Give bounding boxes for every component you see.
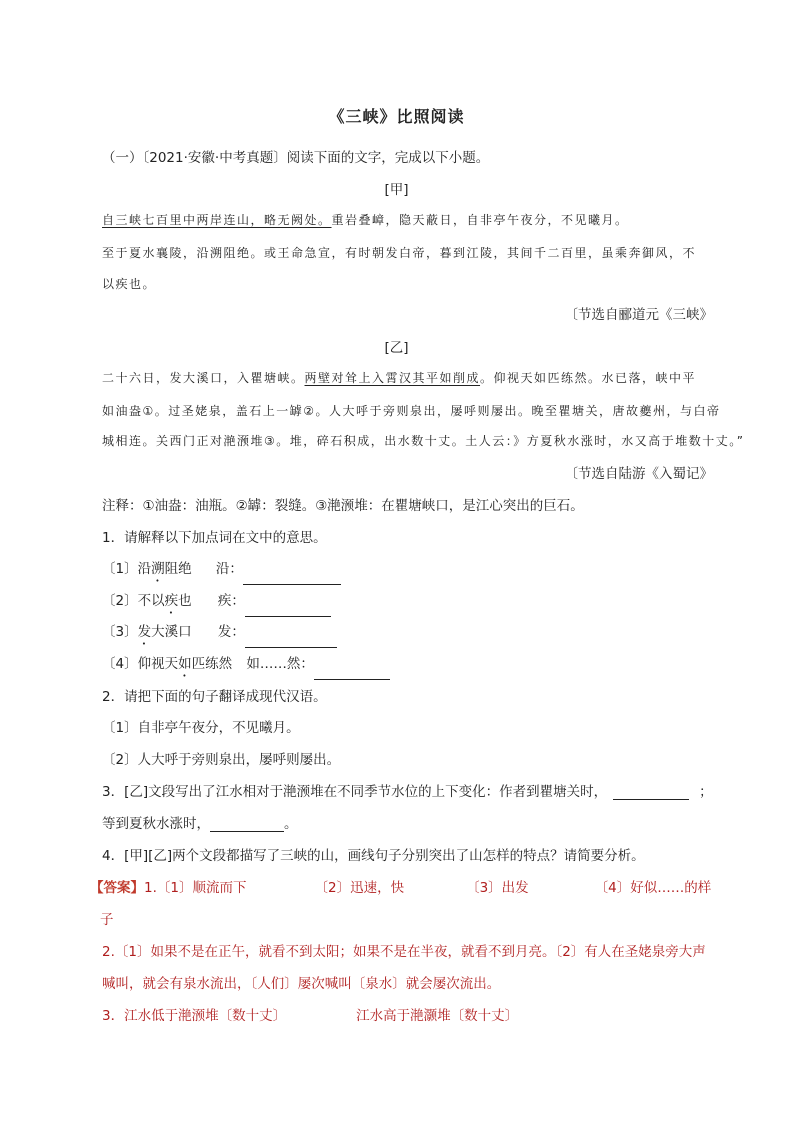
- answer-2-line-1: 2.〔1〕如果不是在正午，就看不到太阳；如果不是在半夜，就看不到月亮。〔2〕有人在圣姥泉旁大声: [102, 944, 706, 960]
- q1-item-word: 发：: [217, 624, 245, 640]
- q1-item-pre: 不以: [137, 593, 165, 609]
- answer-blank[interactable]: [245, 633, 337, 648]
- q1-item-number: 〔2〕: [102, 593, 138, 609]
- q3-text: 等到夏秋水涨时，: [102, 816, 210, 832]
- yi-l1-post: 。仰视天如匹练然。水已落，峡中平: [480, 371, 697, 385]
- q3-text: 3．[乙]文段写出了江水相对于滟滪堆在不同季节水位的上下变化：作者到瞿塘关时，: [102, 784, 608, 800]
- notes-line: 注释：①油盎：油瓶。②罅：裂缝。③滟滪堆：在瞿塘峡口，是江心突出的巨石。: [102, 498, 584, 514]
- q4-stem: 4．[甲][乙]两个文段都描写了三峡的山，画线句子分别突出了山怎样的特点？请简要分析。: [102, 848, 645, 864]
- answer-blank[interactable]: [243, 570, 341, 585]
- q1-item-number: 〔4〕: [102, 656, 138, 672]
- q3-punct: ；: [699, 784, 713, 800]
- answer-3: [102, 1004, 518, 1024]
- answer-blank[interactable]: [613, 785, 689, 800]
- q2-sentence-1: 〔1〕自非亭午夜分，不见曦月。: [102, 720, 300, 736]
- answer-3-2: 江水高于滟灏堆〔数十丈〕: [356, 1008, 519, 1024]
- yi-line-2: 如油盎①。过圣姥泉，盖石上一罅②。人大呼于旁则泉出，屡呼则屡出。晚至瞿塘关，唐故夔州，与白帝: [102, 404, 721, 418]
- q2-sentence-2: 〔2〕人大呼于旁则泉出，屡呼则屡出。: [102, 752, 341, 768]
- q1-item-pre: 沿: [137, 561, 152, 577]
- jia-paragraph-2a: 至于夏水襄陵，沿溯阻绝。或王命急宣，有时朝发白帝，暮到江陵，其间千二百里，虽乘奔御风，不: [102, 246, 697, 260]
- q1-stem: 1．请解释以下加点词在文中的意思。: [102, 530, 327, 546]
- jia-source: 〔节选自郦道元《三峡》: [564, 307, 713, 323]
- q1-dotted-word: 溯: [151, 561, 165, 577]
- answer-blank[interactable]: [245, 602, 331, 617]
- answer-line-1b: 子: [100, 912, 114, 928]
- answer-1-2: 〔2〕迅速，快: [314, 880, 405, 896]
- q1-dotted-word: 发: [137, 624, 152, 640]
- answer-line-1: [90, 876, 711, 896]
- q1-dotted-word: 如: [178, 656, 192, 672]
- yi-underlined-sentence: 两壁对耸上入霄汉其平如削成: [304, 371, 481, 385]
- answer-2-line-2: 喊叫，就会有泉水流出，〔人们〕屡次喊叫〔泉水〕就会屡次流出。: [102, 976, 501, 992]
- jia-paragraph-1: [102, 211, 629, 228]
- q1-item-2: [102, 589, 331, 617]
- q2-stem: 2．请把下面的句子翻译成现代汉语。: [102, 689, 327, 705]
- q1-item-4: [102, 652, 390, 680]
- jia-p1-rest: 重岩叠嶂，隐天蔽日，自非亭午夜分，不见曦月。: [331, 213, 629, 227]
- yi-source: 〔节选自陆游《入蜀记》: [564, 466, 713, 482]
- q3-line-2: [102, 812, 298, 832]
- q3-punct: 。: [284, 816, 298, 832]
- q1-item-number: 〔1〕: [102, 561, 138, 577]
- jia-header: [甲]: [384, 182, 409, 198]
- q1-item-post: 阻绝: [164, 561, 192, 577]
- q1-item-3: [102, 620, 337, 648]
- q1-item-post: 匹练然: [191, 656, 233, 672]
- jia-underlined-sentence: 自三峡七百里中两岸连山，略无阙处。: [102, 213, 332, 227]
- q1-item-word: 如……然：: [246, 656, 314, 672]
- yi-line-3: 城相连。关西门正对滟滪堆③。堆，碎石积成，出水数十丈。土人云：》方夏秋水涨时，水又高于堆数十丈。”: [102, 434, 745, 448]
- answer-blank[interactable]: [210, 817, 284, 832]
- yi-l1-pre: 二十六日，发大溪口，入瞿塘峡。: [102, 371, 305, 385]
- answer-blank[interactable]: [314, 665, 390, 680]
- q1-dotted-word: 疾: [164, 593, 179, 609]
- q1-item-word: 沿：: [215, 561, 243, 577]
- yi-header: [乙]: [384, 340, 409, 356]
- q1-item-pre: 仰视天: [137, 656, 179, 672]
- intro-line: （一）〔2021·安徽·中考真题〕阅读下面的文字，完成以下小题。: [102, 150, 490, 166]
- q1-item-1: [102, 557, 341, 585]
- q1-item-post: 也: [178, 593, 192, 609]
- answer-1-1: 1.〔1〕顺流而下: [144, 880, 247, 896]
- answer-1-4: 〔4〕好似……的样: [594, 880, 712, 896]
- answer-1-3: 〔3〕出发: [466, 880, 529, 896]
- page-title: 《三峡》比照阅读: [328, 107, 465, 126]
- q1-item-post: 大溪口: [151, 624, 192, 640]
- jia-paragraph-2b: 以疾也。: [102, 277, 157, 291]
- answer-3-1: 3．江水低于滟滪堆〔数十丈〕: [102, 1008, 287, 1024]
- answer-label: 【答案】: [90, 880, 144, 896]
- q1-item-word: 疾：: [217, 593, 245, 609]
- q1-item-number: 〔3〕: [102, 624, 138, 640]
- q3-line-1: [102, 780, 713, 800]
- yi-line-1: [102, 369, 696, 386]
